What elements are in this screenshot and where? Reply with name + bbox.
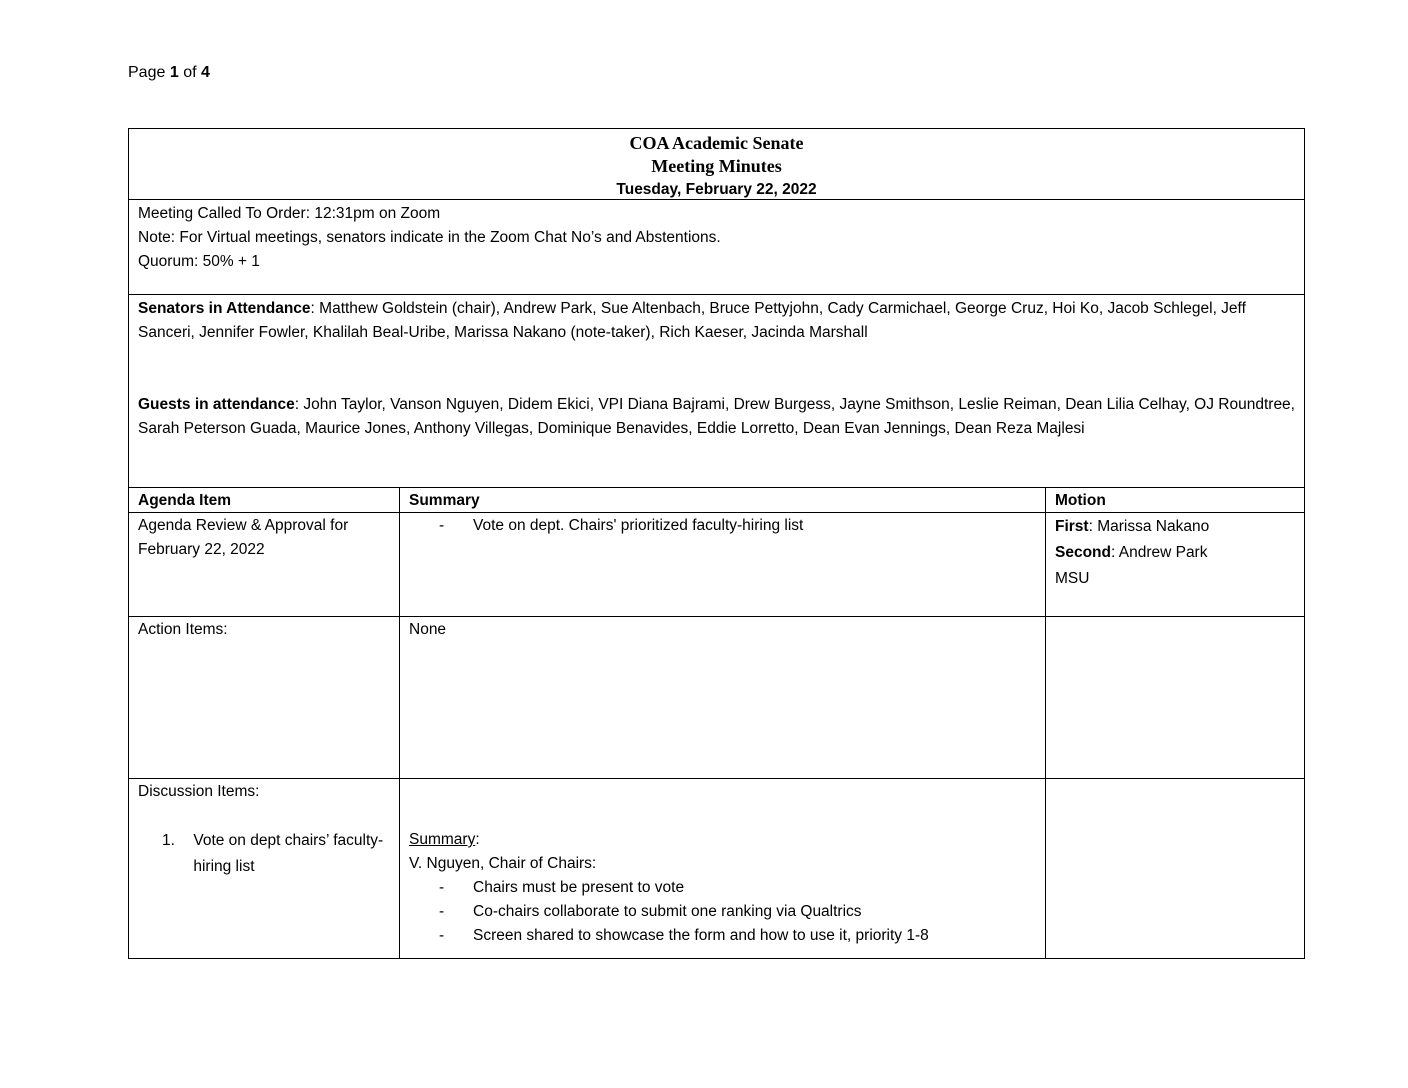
agenda-item: Action Items:	[129, 617, 400, 778]
table-header	[129, 488, 1304, 513]
page-number: Page 1 of 4	[128, 64, 210, 81]
summary: Summary: V. Nguyen, Chair of Chairs: - Chairs must be present to vote - Co-chairs collaborate to submit one ranking via Qualtrics - Screen shared to showcase the form and how to use it, priority 1-8	[400, 779, 1046, 958]
summary-bullet: - Vote on dept. Chairs' prioritized faculty-hiring list	[409, 514, 1036, 538]
senators: Senators in Attendance: Matthew Goldstein (chair), Andrew Park, Sue Altenbach, Bruce Pettyjohn, Cady Carmichael, George Cruz, Hoi Ko, Jacob Schlegel, Jeff Sanceri, Jennifer Fowler, Khalilah Beal-Uribe, Marissa Nakano (note-taker), Rich Kaeser, Jacinda Marshall	[138, 300, 1246, 341]
summary-bullet: - Screen shared to showcase the form and how to use it, priority 1-8	[409, 924, 1036, 948]
guests: Guests in attendance: John Taylor, Vanson Nguyen, Didem Ekici, VPI Diana Bajrami, Drew Burgess, Jayne Smithson, Leslie Reiman, Dean Lilia Celhay, OJ Roundtree, Sarah Peterson Guada, Maurice Jones, Anthony Villegas, Dominique Benavides, Eddie Lorretto, Dean Evan Jennings, Dean Reza Majlesi	[138, 396, 1295, 437]
summary-bullet: - Chairs must be present to vote	[409, 876, 1036, 900]
col-agenda-item: Agenda Item	[129, 488, 400, 512]
called-to-order: Meeting Called To Order: 12:31pm on Zoom	[138, 205, 441, 222]
table-row	[129, 513, 1304, 617]
table-row	[129, 617, 1304, 779]
agenda-item: Agenda Review & Approval for February 22, 2022	[129, 513, 400, 616]
col-motion: Motion	[1055, 492, 1106, 509]
sub-item: Vote on dept chairs’ faculty-hiring list	[193, 832, 384, 875]
meeting-date: Tuesday, February 22, 2022	[616, 181, 817, 198]
org-name: COA Academic Senate	[629, 133, 804, 153]
meeting-meta	[129, 200, 1304, 295]
summary-bullet: - Co-chairs collaborate to submit one ranking via Qualtrics	[409, 900, 1036, 924]
minutes-table	[128, 128, 1305, 959]
header	[129, 129, 1304, 200]
doc-title: Meeting Minutes	[651, 156, 782, 176]
agenda-item: Discussion Items: 1. Vote on dept chairs’ faculty-hiring list	[129, 779, 400, 958]
quorum: Quorum: 50% + 1	[138, 253, 260, 270]
table-row	[129, 779, 1304, 958]
virtual-note: Note: For Virtual meetings, senators indicate in the Zoom Chat No’s and Abstentions.	[138, 229, 721, 246]
motion-result: MSU	[1055, 570, 1090, 587]
summary: None	[400, 617, 1046, 778]
col-summary: Summary	[400, 488, 1046, 512]
motion: First: Marissa Nakano Second: Andrew Park MSU	[1046, 513, 1304, 616]
attendance	[129, 295, 1304, 488]
